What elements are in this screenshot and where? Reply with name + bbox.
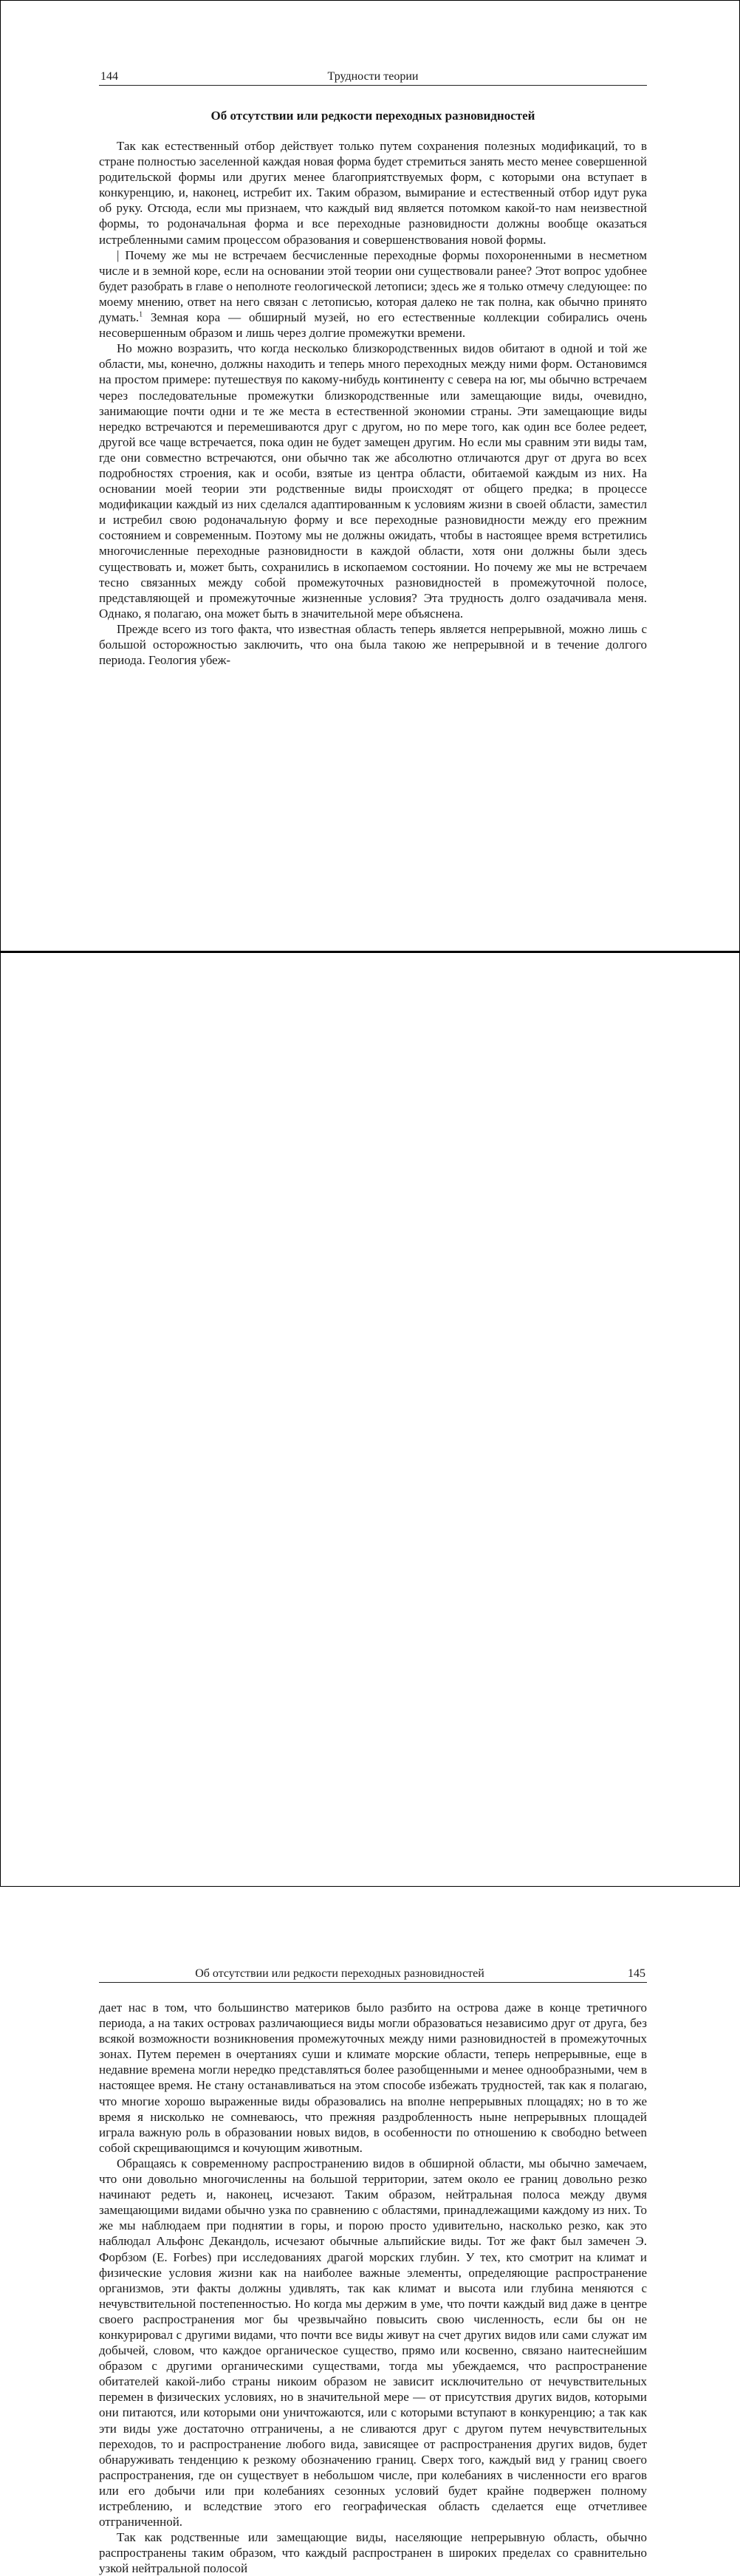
paragraph: Так как естественный отбор действует только путем сохранения полезных модификаций, то в стране полностью заселенной каждая новая форма будет стремиться занять место менее совершенной родительской формы или других менее благоприятствуемых форм, с которыми она вступает в конкуренцию, и, наконец, истребит их. Таким образом, вымирание и естественный отбор идут рука об руку. Отсюда, если мы признаем, что каждый вид является потомком какой-то нам неизвестной формы, то родоначальная форма и все переходные разновидности должны вообще оказаться истребленными самим процессом образования и совершенствования новой формы. bbox=[99, 139, 647, 247]
paragraph: Так как родственные или замещающие виды, населяющие непрерывную область, обычно распространены таким образом, что каждый распространен в широких пределах со сравнительно узкой нейтральной полосой bbox=[99, 2530, 647, 2576]
running-title: Об отсутствии или редкости переходных разновидностей bbox=[195, 1967, 484, 1980]
page-number: 145 bbox=[628, 1967, 645, 1980]
running-head-bottom bbox=[99, 1966, 647, 1983]
page-145 bbox=[0, 953, 740, 2576]
running-head-top bbox=[99, 69, 647, 86]
page-number: 144 bbox=[100, 70, 118, 83]
running-title: Трудности теории bbox=[327, 70, 419, 83]
page-144 bbox=[0, 0, 740, 951]
body-text-page-145 bbox=[99, 2000, 647, 2576]
paragraph-text-tail: Земная кора — обширный музей, но его естественные коллекции собирались очень несовершенным образом и лишь через долгие промежутки времени. bbox=[99, 310, 647, 341]
section-title: Об отсутствии или редкости переходных разновидностей bbox=[210, 109, 535, 123]
body-text-page-144 bbox=[99, 138, 647, 668]
paragraph: дает нас в том, что большинство материков было разбито на острова даже в конце третичного периода, а на таких островах различающиеся виды могли образоваться независимо друг от друга, без всякой возможности возникновения промежуточных между ними разновидностей в промежуточных зонах. Путем перемен в очертаниях суши и климате морские области, теперь непрерывные, еще в недавние времена могли нередко представляться более разобщенными и менее однообразными, чем в настоящее время. Не стану останавливаться на этом способе избежать трудностей, так как я полагаю, что многие хорошо выраженные виды образовались на вполне непрерывных площадях; но в то же время я нисколько не сомневаюсь, что прежняя раздробленность ныне непрерывных площадей играла важную роль в образовании новых видов, в особенности по отношению к свободно between собой скрещивающимся и кочующим животным. bbox=[99, 2001, 647, 2155]
paragraph: Прежде всего из того факта, что известная область теперь является непрерывной, можно лишь с большой осторожностью заключить, что она была такою же непрерывной и в течение долгого периода. Геология убеж- bbox=[99, 621, 647, 668]
paragraph: Обращаясь к современному распространению видов в обширной области, мы обычно замечаем, что они довольно многочисленны на большой территории, затем около ее границ довольно резко начинают редеть и, наконец, исчезают. Таким образом, нейтральная полоса между двумя замещающими видами обычно узка по сравнению с областями, принадлежащими каждому из них. То же мы наблюдаем при поднятии в горы, и порою просто удивительно, насколько резко, как это наблюдал Альфонс Декандоль, исчезают обычные альпийские виды. Тот же факт был замечен Э. Форбзом (E. Forbes) при исследованиях драгой морских глубин. У тех, кто смотрит на климат и физические условия жизни как на наиболее важные элементы, определяющие распространение организмов, эти факты должны удивлять, так как климат и высота или глубина меняются с нечувствительной постепенностью. Но когда мы держим в уме, что почти каждый вид даже в центре своего распространения мог бы чрезвычайно повысить свою численность, если бы он не конкурировал с другими видами, что почти все виды живут на счет других видов или сами служат им добычей, словом, что каждое органическое существо, прямо или косвенно, связано наитеснейшим образом с другими органическими существами, тогда мы убеждаемся, что распространение обитателей какой-либо страны никоим образом не зависит исключительно от нечувствительных перемен в физических условиях, но в значительной мере — от присутствия других видов, которыми они питаются, или которыми они уничтожаются, или с которыми вступают в конкуренцию; а так как эти виды уже достаточно отграничены, а не сливаются друг с другом путем нечувствительных переходов, то и распространение любого вида, зависящее от распространения других видов, будет обнаруживать тенденцию к резкому обозначению границ. Сверх того, каждый вид у границ своего распространения, где он существует в небольшом числе, при колебаниях в численности его врагов или его добычи или при колебаниях сезонных условий будет крайне подвержен полному истреблению, и вследствие этого его географическая область сделается еще отчетливее отграниченной. bbox=[99, 2156, 647, 2529]
paragraph-text: | Почему же мы не встречаем бесчисленные переходные формы похороненными в несметном числе и в земной коре, если на основании этой теории они существовали ранее? Этот вопрос удобнее будет разобрать в главе о неполноте геологической летописи; здесь же я только отмечу следующее: по моему мнению, ответ на него связан с летописью, которая далеко не так полна, как обычно принято думать. bbox=[99, 247, 647, 325]
footnote-marker: 1 bbox=[139, 310, 143, 319]
paragraph bbox=[99, 247, 647, 341]
paragraph: Но можно возразить, что когда несколько близкородственных видов обитают в одной и той же области, мы, конечно, должны находить и теперь много переходных между ними форм. Остановимся на простом примере: путешествуя по какому-нибудь континенту с севера на юг, мы обычно встречаем через последовательные промежутки близкородственные или замещающие виды, очевидно, занимающие почти одни и те же места в естественной экономии страны. Эти замещающие виды нередко встречаются и перемешиваются друг с другом, но по мере того, как один все более редеет, другой все чаще встречается, пока один не будет замещен другим. Но если мы сравним эти виды там, где они совместно встречаются, они обычно так же абсолютно отличаются друг от друга во всех подробностях строения, как и особи, взятые из центра области, обитаемой каждым из них. На основании моей теории эти родственные виды происходят от общего предка; в процессе модификации каждый из них сделался адаптированным к условиям жизни в своей области, заместил и истребил свою родоначальную форму и все переходные разновидности между его прежним состоянием и современным. Поэтому мы не должны ожидать, чтобы в настоящее время встретились многочисленные переходные разновидности в каждой области, хотя они должны были здесь существовать и, может быть, сохранились в ископаемом состоянии. Но почему же мы не встречаем тесно связанных между собой промежуточных разновидностей в промежуточной полосе, представляющей и промежуточные жизненные условия? Эта трудность долго озадачивала меня. Однако, я полагаю, она может быть в значительной мере объяснена. bbox=[99, 341, 647, 621]
